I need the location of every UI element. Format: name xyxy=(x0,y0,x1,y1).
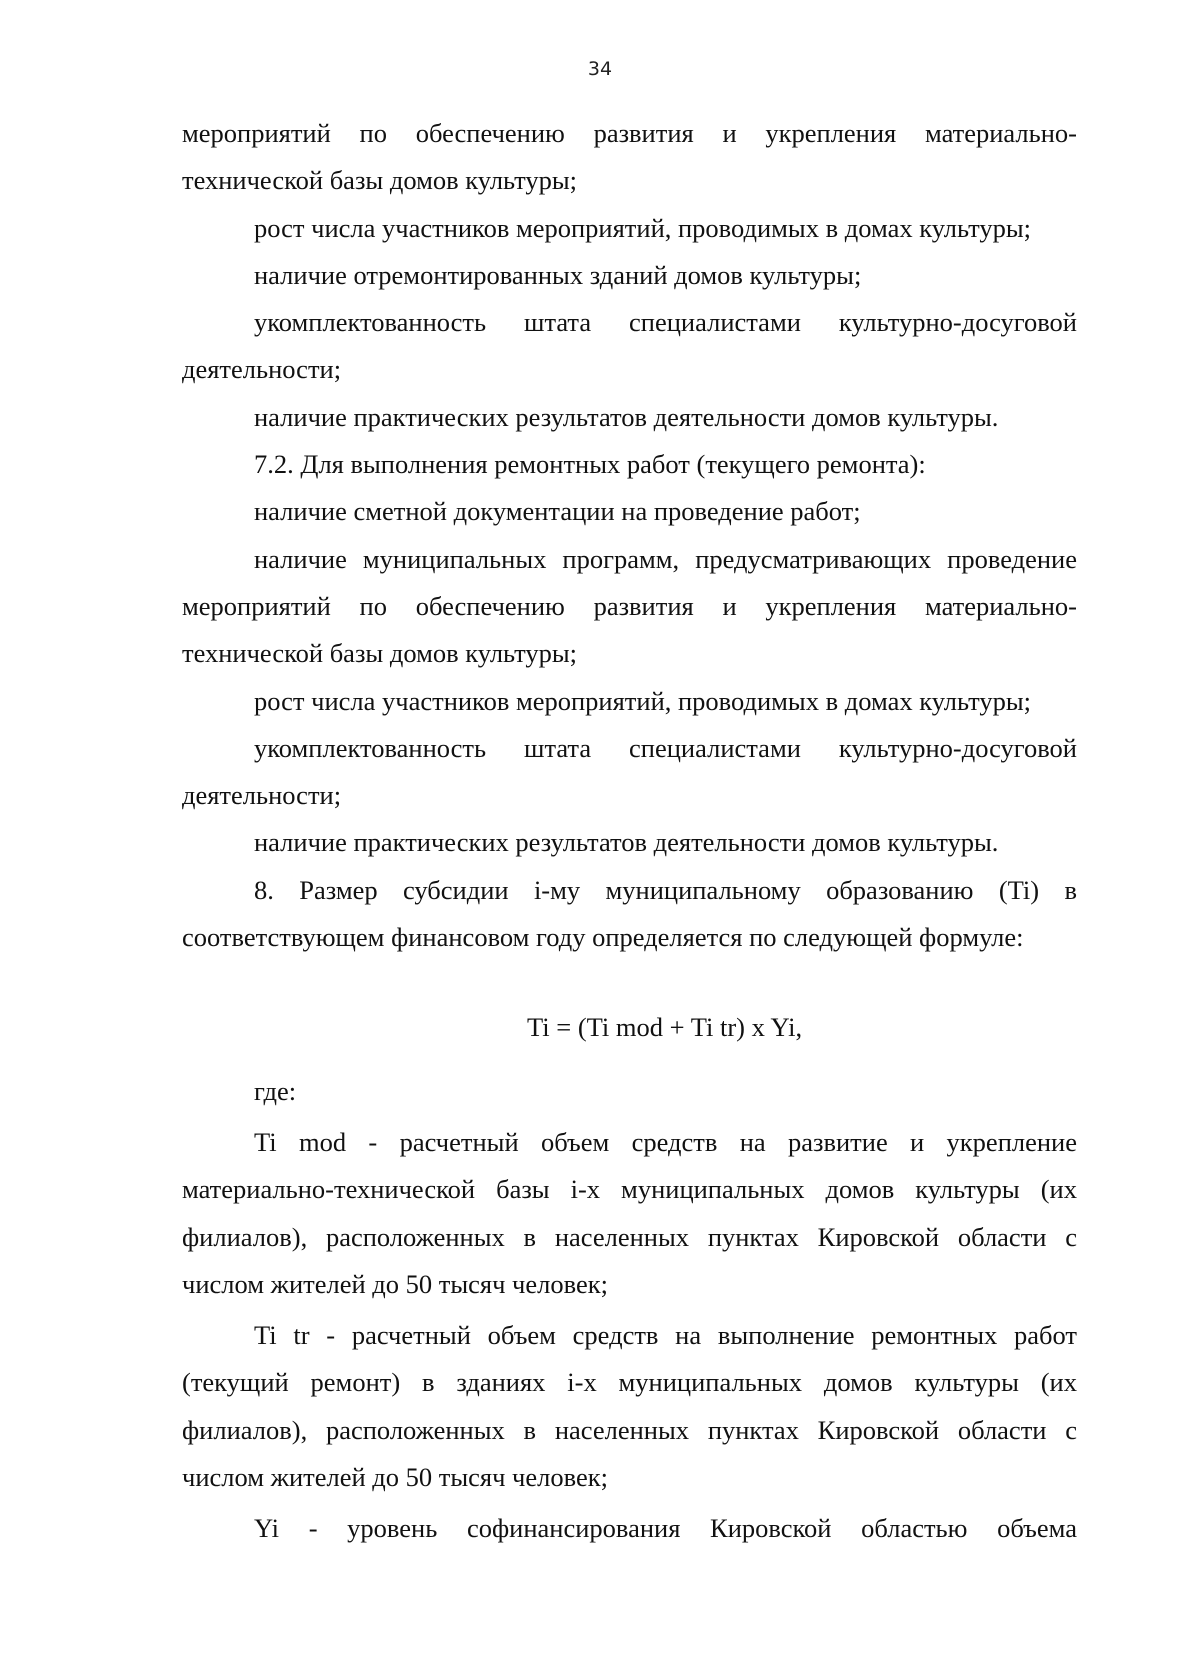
paragraph-criterion: наличие муниципальных программ, предусматривающих проведение мероприятий по обеспечению развития и укрепления материально-технической базы домов культуры; xyxy=(182,543,1077,669)
section-8-paragraph: 8. Размер субсидии i-му муниципальному образованию (Ti) в соответствующем финансовом году определяется по следующей формуле: xyxy=(182,874,1077,953)
paragraph-criterion: наличие практических результатов деятельности домов культуры. xyxy=(254,401,999,432)
definition-yi: Yi - уровень софинансирования Кировской областью объема xyxy=(254,1513,1077,1544)
paragraph-criterion: наличие практических результатов деятельности домов культуры. xyxy=(254,827,999,858)
page-number: 34 xyxy=(587,58,613,80)
document-body xyxy=(182,110,1077,1553)
section-heading-7-2: 7.2. Для выполнения ремонтных работ (текущего ремонта): xyxy=(254,449,926,480)
paragraph-criterion: наличие отремонтированных зданий домов культуры; xyxy=(254,259,862,290)
definition-ti-mod: Ti mod - расчетный объем средств на развитие и укрепление материально-технической базы i-х муниципальных домов культуры (их филиалов), расположенных в населенных пунктах Кировской области с числом жителей до 50 тысяч человек; xyxy=(182,1126,1077,1299)
where-label: где: xyxy=(254,1075,297,1106)
definition-ti-tr: Ti tr - расчетный объем средств на выполнение ремонтных работ (текущий ремонт) в зданиях i-х муниципальных домов культуры (их филиалов), расположенных в населенных пунктах Кировской области с числом жителей до 50 тысяч человек; xyxy=(182,1320,1077,1493)
paragraph-criterion: наличие сметной документации на проведение работ; xyxy=(254,496,861,527)
paragraph-continuation: мероприятий по обеспечению развития и укрепления материально-технической базы домов культуры; xyxy=(182,118,1077,196)
paragraph-criterion: укомплектованность штата специалистами культурно-досуговой деятельности; xyxy=(182,307,1077,385)
paragraph-criterion: рост числа участников мероприятий, проводимых в домах культуры; xyxy=(254,685,1031,716)
paragraph-criterion: рост числа участников мероприятий, проводимых в домах культуры; xyxy=(254,212,1031,243)
subsidy-formula: Ti = (Ti mod + Ti tr) x Yi, xyxy=(527,1012,803,1043)
paragraph-criterion: укомплектованность штата специалистами культурно-досуговой деятельности; xyxy=(182,732,1077,811)
